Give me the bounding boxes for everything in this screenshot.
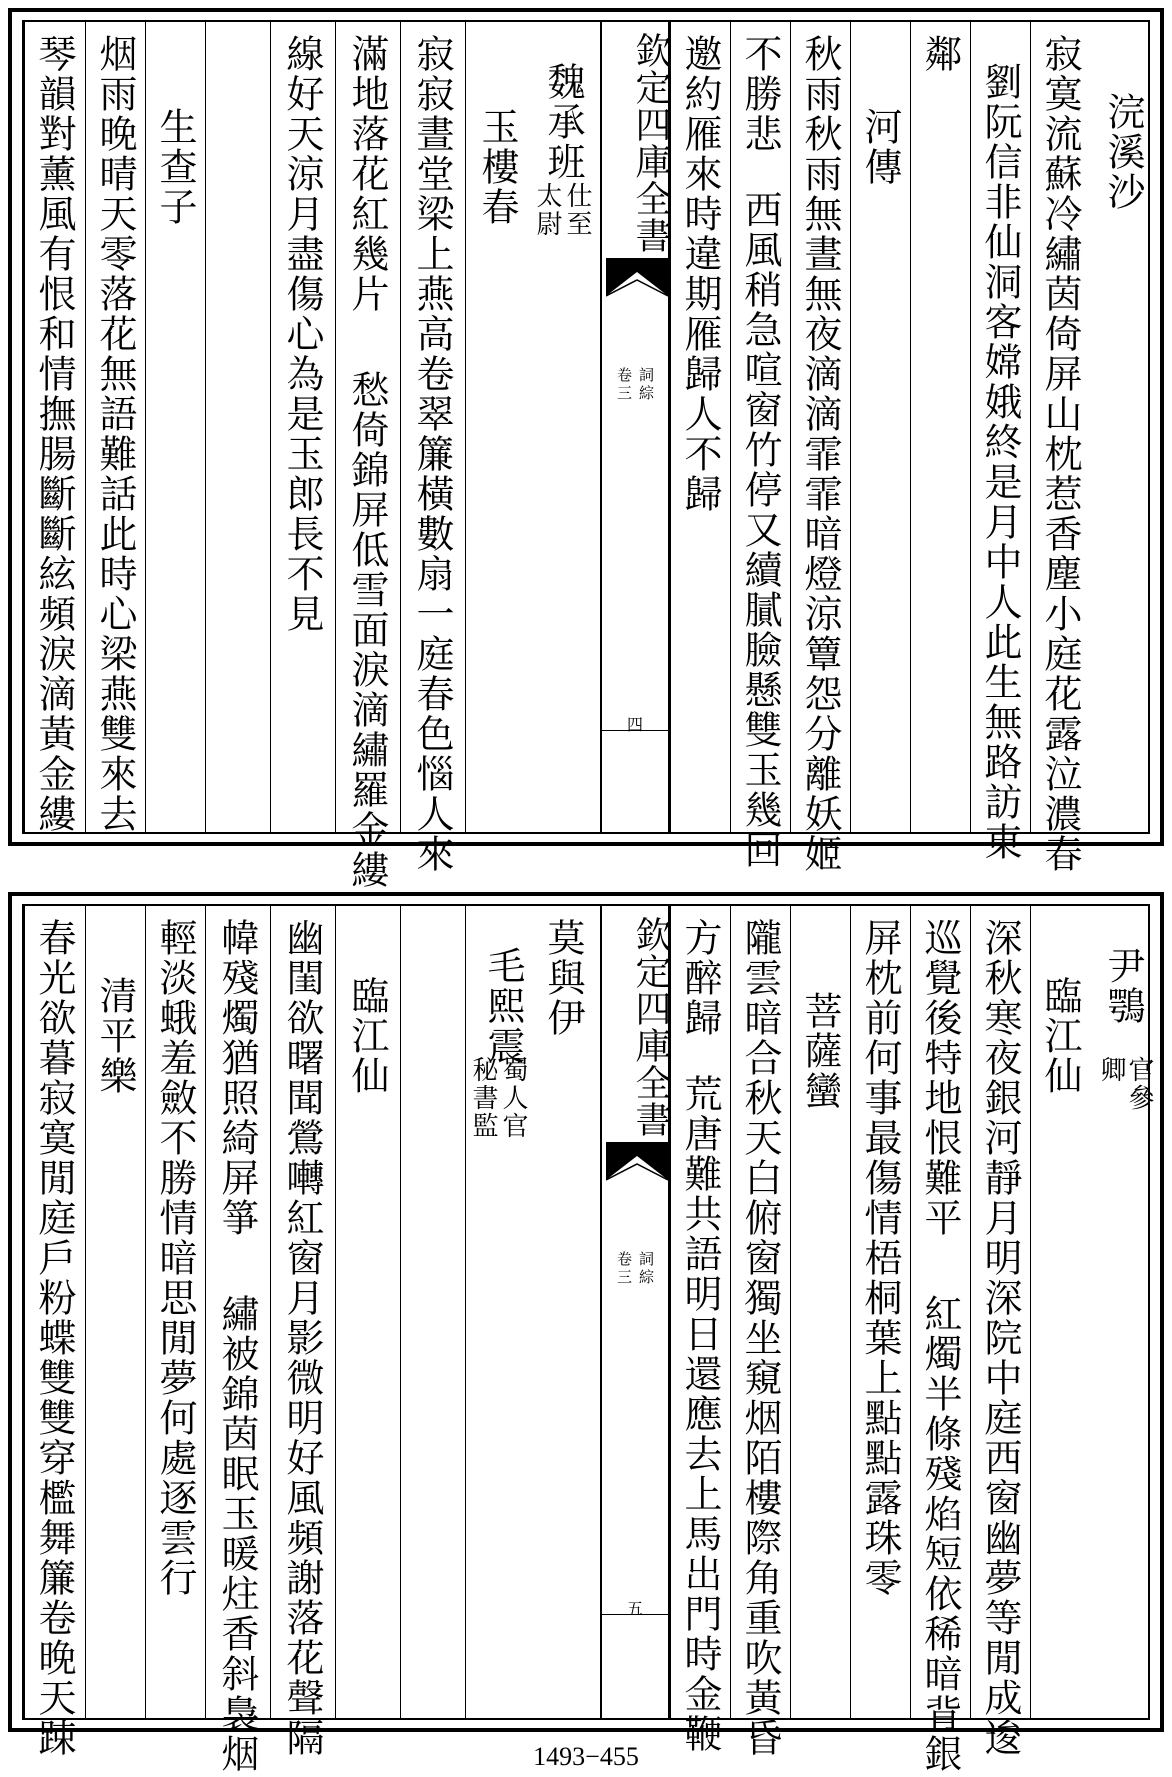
column [1090, 22, 1156, 832]
collection-name: 詞綜 [637, 1251, 655, 1287]
poem-line: 深秋寒夜銀河靜月明深院中庭西窗幽夢等閒成逡 [978, 918, 1022, 1758]
poem-line-part: 不勝悲 [738, 34, 782, 154]
column [790, 22, 850, 874]
poem-line-part: 荒唐難共語明日還應去上馬出門時金鞭 [678, 1074, 722, 1754]
column [670, 906, 730, 1754]
poem-line: 隴雲暗合秋天白俯窗獨坐窺烟陌樓際角重吹黃昏 [738, 918, 782, 1758]
column [400, 906, 465, 1718]
top-page-frame [22, 20, 1150, 890]
column [24, 22, 85, 832]
author-name: 尹鶚 [1101, 946, 1145, 1026]
column [530, 906, 600, 1718]
poem-line: 輕淡蛾羞斂不勝情暗思閒夢何處逐雲行 [153, 918, 197, 1598]
column [730, 906, 790, 1758]
page-number: 四 [626, 715, 643, 734]
footer-page-number: 1493−455 [533, 1742, 639, 1771]
poem-line: 幽閨欲曙聞鶯囀紅窗月影微明好風頻謝落花聲隔 [280, 918, 324, 1758]
center-fold [600, 22, 670, 832]
column [85, 906, 145, 1718]
poem-line: 線好天涼月盡傷心為是玉郎長不見 [280, 34, 324, 634]
author-name: 毛熙震 [481, 946, 525, 1066]
column [850, 906, 910, 1718]
poem-line: 邀約雁來時違期雁歸人不歸 [678, 34, 722, 514]
column [145, 22, 205, 832]
poem-title: 清平樂 [93, 976, 137, 1096]
volume-number: 卷三 [615, 367, 633, 403]
poem-title: 菩薩蠻 [798, 991, 842, 1111]
poem-title: 浣溪沙 [1101, 92, 1145, 212]
poem-line: 莫與伊 [541, 918, 585, 1038]
column [205, 906, 270, 1774]
column [910, 22, 970, 832]
column [85, 22, 145, 832]
poem-line: 鄰 [918, 34, 962, 74]
column [850, 22, 910, 832]
poem-line: 寂寂晝堂梁上燕高卷翠簾橫數扇一庭春色惱人來 [410, 34, 454, 874]
poem-line: 春光欲暮寂寞閒庭戶粉蝶雙雙穿檻舞簾卷晚天踈 [32, 918, 76, 1758]
divider [602, 730, 668, 731]
poem-line-part: 西風稍急喧窗竹停又續膩臉懸雙玉幾回 [738, 190, 782, 870]
book-title: 欽定四庫全書 [630, 32, 671, 254]
poem-line-part: 幃殘燭猶照綺屏箏 [215, 918, 259, 1238]
author-note: 官參 [1124, 1056, 1154, 1112]
poem-line-part: 愁倚錦屏低雪面淚滴繡羅金縷 [345, 370, 389, 890]
poem-line-part: 方醉歸 [678, 918, 722, 1038]
book-title: 欽定四庫全書 [630, 916, 671, 1138]
column [530, 22, 600, 832]
center-fold [600, 906, 670, 1718]
column [790, 906, 850, 1718]
column [400, 22, 465, 874]
column [270, 906, 335, 1758]
poem-title: 臨江仙 [345, 976, 389, 1096]
author-note: 卿 [1096, 1056, 1126, 1084]
poem-line-part: 滿地落花紅幾片 [345, 34, 389, 314]
poem-title: 臨江仙 [1038, 976, 1082, 1096]
author-note: 仕至 [562, 182, 592, 238]
column [730, 22, 790, 870]
column [335, 906, 400, 1718]
column [465, 906, 530, 1718]
poem-line-part: 巡覺後特地恨難平 [918, 918, 962, 1238]
column [670, 22, 730, 832]
poem-line: 烟雨晚晴天零落花無語難話此時心梁燕雙來去 [93, 34, 137, 834]
poem-line: 寂寞流蘇冷繡茵倚屏山枕惹香塵小庭花露泣濃春 [1038, 34, 1082, 874]
poem-line: 秋雨秋雨無晝無夜滴滴霏霏暗燈涼簟怨分離妖姬 [798, 34, 842, 874]
page-number: 五 [626, 1599, 643, 1618]
collection-name: 詞綜 [637, 367, 655, 403]
poem-line: 琴韻對薰風有恨和情撫腸斷斷絃頻淚滴黃金縷 [32, 34, 76, 834]
fish-tail-mark [606, 258, 668, 298]
author-note: 太尉 [532, 182, 562, 238]
top-page [8, 8, 1164, 890]
poem-line: 屏枕前何事最傷情梧桐葉上點點露珠零 [858, 918, 902, 1598]
fish-tail-mark [606, 1142, 668, 1182]
volume-number: 卷三 [615, 1251, 633, 1287]
column [205, 22, 270, 832]
divider [602, 1614, 668, 1615]
poem-line: 劉阮信非仙洞客嫦娥終是月中人此生無路訪東 [978, 62, 1022, 862]
column [970, 906, 1030, 1758]
author-note: 秘書監 [468, 1056, 498, 1140]
author-note: 蜀人官 [498, 1056, 528, 1140]
poem-title: 河傳 [858, 107, 902, 187]
column [970, 22, 1030, 862]
column [24, 906, 85, 1758]
column [1090, 906, 1156, 1718]
author-name: 魏承班 [541, 62, 585, 182]
column [910, 906, 970, 1774]
poem-title: 生查子 [153, 107, 197, 227]
poem-line-part: 紅燭半條殘焰短依稀暗背銀 [918, 1294, 962, 1774]
column [1030, 906, 1090, 1718]
column [270, 22, 335, 832]
column [465, 22, 530, 832]
column [335, 22, 400, 890]
poem-title: 玉樓春 [475, 107, 519, 227]
column [145, 906, 205, 1718]
column [1030, 22, 1090, 874]
poem-line-part: 繡被錦茵眠玉暖炷香斜裊烟 [215, 1294, 259, 1774]
